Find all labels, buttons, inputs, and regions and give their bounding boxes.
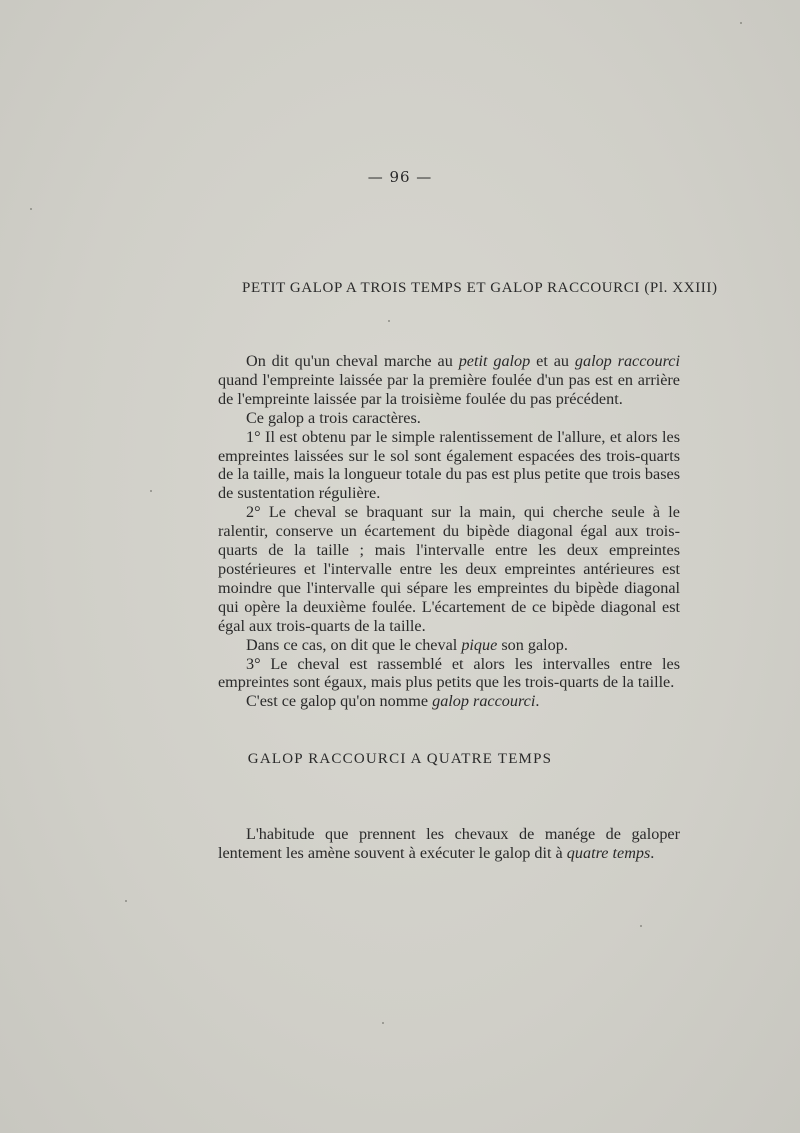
italic-term: quatre temps xyxy=(566,843,651,862)
page-number: — 96 — xyxy=(367,168,433,186)
scan-speck xyxy=(740,22,742,24)
scan-speck xyxy=(388,320,390,322)
paragraph: L'habitude que prennent les chevaux de manége de galoper lentement les amène souvent à exécuter le galop dit à quatre temps. xyxy=(218,825,680,862)
italic-term: petit galop xyxy=(458,352,531,370)
scan-speck xyxy=(150,490,152,492)
scan-speck xyxy=(125,900,127,902)
scan-speck xyxy=(640,925,642,927)
paragraph: C'est ce galop qu'on nomme galop raccourci. xyxy=(246,692,540,711)
paragraph: 3° Le cheval est rassemblé et alors les intervalles entre les empreintes sont égaux, mais plus petits que les trois-quarts de la taille. xyxy=(218,654,680,692)
paragraph: 2° Le cheval se braquant sur la main, qui cherche seule à le ralentir, conserve un écartement du bipède diagonal égal aux trois-quarts de la taille ; mais l'intervalle entre les deux empreintes postérieures et l'intervalle entre les deux empreintes antérieures est moindre que l'intervalle qui sépare les empreintes du bipède diagonal qui opère la deuxième foulée. L'écartement de ce bipède diagonal est égal aux trois-quarts de la taille. xyxy=(218,503,680,635)
section-body-galop-quatre-temps xyxy=(218,825,680,863)
italic-term: galop raccourci xyxy=(432,692,536,711)
italic-term: galop raccourci xyxy=(574,352,680,370)
paragraph: On dit qu'un cheval marche au petit galop et au galop raccourci quand l'empreinte laissée par la première foulée d'un pas est en arrière de l'empreinte laissée par la troisième foulée du pas précédent. xyxy=(218,352,680,408)
paragraph: 1° Il est obtenu par le simple ralentissement de l'allure, et alors les empreintes laissées sur le sol sont également espacées des trois-quarts de la taille, mais la longueur totale du pas est plus petite que trois bases de sustentation régulière. xyxy=(218,427,680,503)
paragraph: Ce galop a trois caractères. xyxy=(246,408,421,427)
scan-speck xyxy=(30,208,32,210)
scan-speck xyxy=(382,1022,384,1024)
paragraph: Dans ce cas, on dit que le cheval pique son galop. xyxy=(246,635,568,654)
section-heading-petit-galop: PETIT GALOP A TROIS TEMPS ET GALOP RACCOURCI (Pl. XXIII) xyxy=(242,280,718,296)
italic-term: pique xyxy=(461,635,498,654)
section-heading-galop-quatre-temps: GALOP RACCOURCI A QUATRE TEMPS xyxy=(247,751,553,767)
section-body-petit-galop xyxy=(218,352,680,711)
